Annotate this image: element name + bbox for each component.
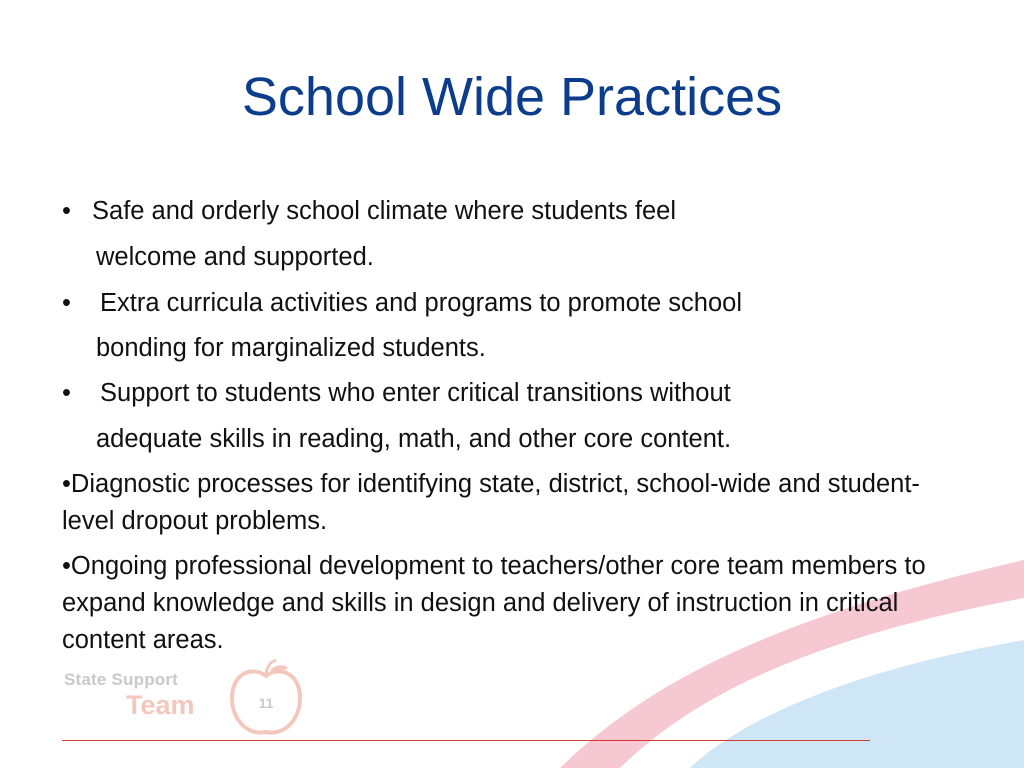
bullet-3-marker: • (62, 379, 71, 407)
bullet-1-marker: • (62, 197, 71, 225)
bullet-2-line2: bonding for marginalized students. (96, 334, 486, 362)
apple-icon (226, 658, 306, 740)
badge-number: 11 (258, 695, 274, 711)
logo-line2: Team (126, 690, 195, 720)
bullet-4-text: •Diagnostic processes for identifying state, district, school-wide and student-level dropout problems. (62, 470, 920, 535)
bullet-2-marker: • (62, 289, 71, 317)
bullet-1-line1: Safe and orderly school climate where students feel (92, 197, 676, 225)
slide-title: School Wide Practices (241, 67, 783, 127)
bullet-3-line1: Support to students who enter critical transitions without (100, 379, 731, 407)
bullet-1-line2: welcome and supported. (96, 243, 374, 271)
bullet-3-line2: adequate skills in reading, math, and other core content. (96, 425, 732, 453)
state-support-team-logo (64, 650, 314, 740)
bullet-2-line1: Extra curricula activities and programs to promote school (100, 289, 743, 317)
logo-line1: State Support (64, 670, 179, 689)
bullet-5-text: •Ongoing professional development to teachers/other core team members to expand knowledge and skills in design and delivery of instruction in critical content areas. (62, 552, 926, 654)
footer-rule (62, 740, 870, 741)
